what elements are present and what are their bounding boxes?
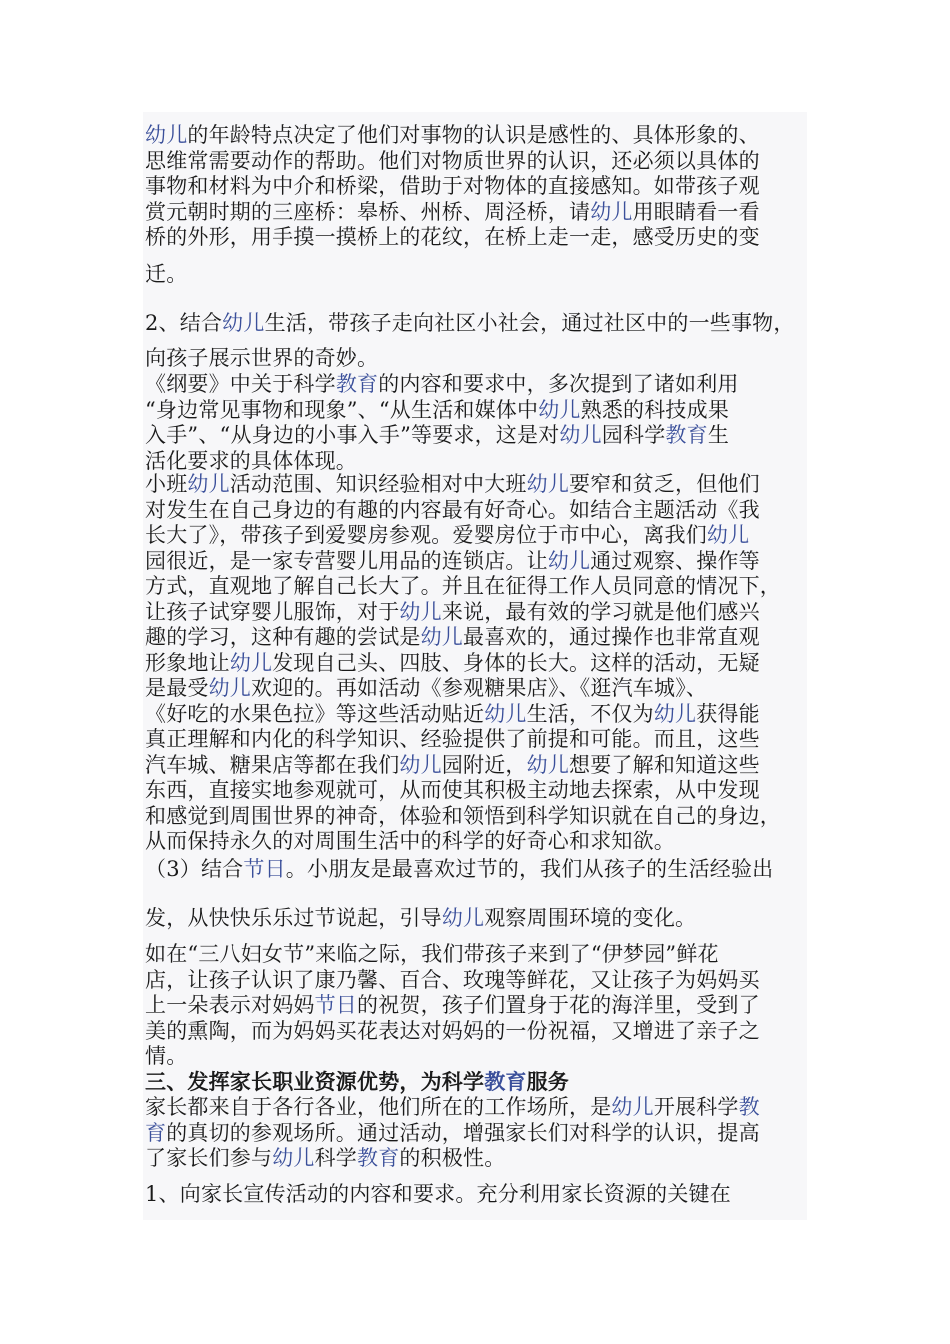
keyword-link[interactable]: 幼儿 bbox=[441, 906, 485, 930]
keyword-link[interactable]: 幼儿 bbox=[547, 548, 591, 573]
keyword-link[interactable]: 幼儿 bbox=[229, 650, 273, 675]
text-run: 熟悉的科技成果 入手”、“从身边的小事入手”等要求，这是对 bbox=[145, 397, 730, 447]
keyword-link[interactable]: 教 bbox=[738, 1095, 760, 1119]
keyword-link[interactable]: 幼儿 bbox=[145, 123, 188, 147]
text-run: 迁。 bbox=[145, 262, 188, 286]
keyword-link[interactable]: 幼儿 bbox=[653, 701, 697, 726]
text-run: 最喜欢的，通过操作也非常直观 形象地让 bbox=[145, 625, 760, 675]
keyword-link[interactable]: 幼儿 bbox=[611, 1095, 654, 1119]
text-run: 要窄和贫乏，但他们 对发生在自己身边的有趣的内容最有好奇心。如结合主题活动《我 长大了》，带孩子到爱婴房参观。爱婴房位于市中心，离我们 bbox=[145, 472, 760, 547]
text-run: 通过观察、操作等 方式，直观地了解自己长大了。并且在征得工作人员同意的情况下， 让孩子试穿婴儿服饰，对于 bbox=[145, 548, 781, 624]
keyword-link[interactable]: 幼儿 bbox=[538, 397, 581, 422]
keyword-link[interactable]: 幼儿 bbox=[187, 472, 230, 496]
text-run: 的积极性。 bbox=[399, 1146, 506, 1170]
keyword-link[interactable]: 教育 bbox=[357, 1146, 400, 1170]
keyword-link[interactable]: 幼儿 bbox=[526, 472, 570, 496]
text-run: 开展科学 bbox=[653, 1095, 739, 1119]
keyword-link[interactable]: 节日 bbox=[314, 993, 358, 1017]
text-run: 《纲要》中关于科学 bbox=[145, 372, 336, 396]
paragraph-6 bbox=[145, 942, 809, 1070]
paragraph-7 bbox=[145, 1095, 809, 1172]
text-run: 用眼睛看一看 桥的外形，用手摸一摸桥上的花纹，在桥上走一走，感受历史的变 bbox=[145, 199, 760, 249]
text-run: 家长都来自于各行各业，他们所在的工作场所，是 bbox=[145, 1095, 612, 1119]
keyword-link[interactable]: 幼儿 bbox=[559, 423, 602, 447]
text-run: 的年龄特点决定了他们对事物的认识是感性的、具体形象的、 思维常需要动作的帮助。他们对物质世界的认识，还必须以具体的 事物和材料为中介和桥梁，借助于对物体的直接感知。如带孩子观 赏元朝时期的三座桥：皋桥、州桥、周泾桥，请 bbox=[145, 123, 760, 224]
text-run: 来说，最有效的学习就是他们感兴 趣的学习，这种有趣的尝试是 bbox=[145, 599, 760, 649]
paragraph-5 bbox=[145, 857, 809, 883]
text-run: 2、结合 bbox=[145, 311, 223, 335]
keyword-link[interactable]: 幼儿 bbox=[526, 752, 570, 777]
text-run: （3）结合 bbox=[145, 857, 244, 881]
paragraph-2-end bbox=[145, 346, 809, 372]
keyword-link[interactable]: 幼儿 bbox=[399, 599, 442, 624]
text-run: 发，从快快乐乐过节说起，引导 bbox=[145, 906, 442, 930]
text-run: 小班 bbox=[145, 472, 188, 496]
text-run: 如在“三八妇女节”来临之际，我们带孩子来到了“伊梦园”鲜花 店，让孩子认识了康乃馨、百合、玫瑰等鲜花，又让孩子为妈妈买 上一朵表示对妈妈 bbox=[145, 942, 760, 1017]
text-run: 园科学 bbox=[601, 423, 666, 447]
keyword-link[interactable]: 幼儿 bbox=[399, 752, 442, 777]
text-run: 发现自己头、四肢、身体的长大。这样的活动，无疑 是最受 bbox=[145, 650, 760, 700]
paragraph-5-end bbox=[145, 906, 809, 932]
text-run: 的真切的参观场所。通过活动，增强家长们对科学的认识，提高 了家长们参与 bbox=[145, 1120, 760, 1170]
keyword-link[interactable]: 幼儿 bbox=[272, 1146, 315, 1170]
text-run: 服务 bbox=[526, 1069, 570, 1094]
paragraph-1 bbox=[145, 123, 809, 251]
text-run: 生 活化要求的具体体现。 bbox=[145, 423, 730, 473]
text-run: 欢迎的。再如活动《参观糖果店》、《逛汽车城》、 《好吃的水果色拉》等这些活动贴近 bbox=[145, 676, 708, 726]
keyword-link[interactable]: 幼儿 bbox=[420, 625, 464, 649]
paragraph-8 bbox=[145, 1182, 809, 1208]
text-run: 的内容和要求中，多次提到了诸如利用 “身边常见事物和现象”、“从生活和媒体中 bbox=[145, 372, 739, 422]
text-run: 生活，不仅为 bbox=[526, 701, 654, 726]
paragraph-3 bbox=[145, 372, 809, 474]
text-run: 三、发挥家长职业资源优势，为科学 bbox=[145, 1069, 485, 1094]
keyword-link[interactable]: 节日 bbox=[243, 857, 286, 881]
text-run: 生活，带孩子走向社区小社会，通过社区中的一些事物， bbox=[264, 311, 795, 335]
text-run: 观察周围环境的变化。 bbox=[484, 906, 697, 930]
keyword-link[interactable]: 教育 bbox=[335, 372, 379, 396]
text-run: 园很近，是一家专营婴儿用品的连锁店。让 bbox=[145, 548, 548, 573]
text-run: 获得能 真正理解和内化的科学知识、经验提供了前提和可能。而且，这些 汽车城、糖果店等都在我们 bbox=[145, 701, 760, 777]
keyword-link[interactable]: 幼儿 bbox=[208, 676, 252, 700]
text-run: 1、向家长宣传活动的内容和要求。充分利用家长资源的关键在 bbox=[145, 1182, 731, 1206]
text-run: 科学 bbox=[314, 1146, 358, 1170]
keyword-link[interactable]: 幼儿 bbox=[222, 311, 265, 335]
text-run: 活动范围、知识经验相对中大班 bbox=[229, 472, 527, 496]
text-run: 园附近， bbox=[441, 752, 527, 777]
keyword-link[interactable]: 教育 bbox=[665, 423, 708, 447]
keyword-link[interactable]: 育 bbox=[145, 1120, 167, 1145]
keyword-link[interactable]: 幼儿 bbox=[484, 701, 527, 726]
text-run: 向孩子展示世界的奇妙。 bbox=[145, 346, 379, 370]
keyword-link[interactable]: 教育 bbox=[484, 1069, 527, 1094]
keyword-link[interactable]: 幼儿 bbox=[590, 199, 633, 224]
keyword-link[interactable]: 幼儿 bbox=[706, 523, 750, 547]
text-run: 。小朋友是最喜欢过节的，我们从孩子的生活经验出 bbox=[285, 857, 774, 881]
section-heading-3 bbox=[145, 1069, 809, 1095]
text-run: 的祝贺，孩子们置身于花的海洋里，受到了 美的熏陶，而为妈妈买花表达对妈妈的一份祝福，又增进了亲子之 情。 bbox=[145, 993, 760, 1068]
text-run: 想要了解和知道这些 东西，直接实地参观就可，从而使其积极主动地去探索，从中发现 和感觉到周围世界的神奇，体验和领悟到科学知识就在自己的身边， 从而保持永久的对周围生活中的科学的好奇心和求知欲。 bbox=[145, 752, 781, 853]
paragraph-2 bbox=[145, 311, 809, 337]
paragraph-1-end bbox=[145, 262, 809, 288]
paragraph-4 bbox=[145, 472, 809, 855]
